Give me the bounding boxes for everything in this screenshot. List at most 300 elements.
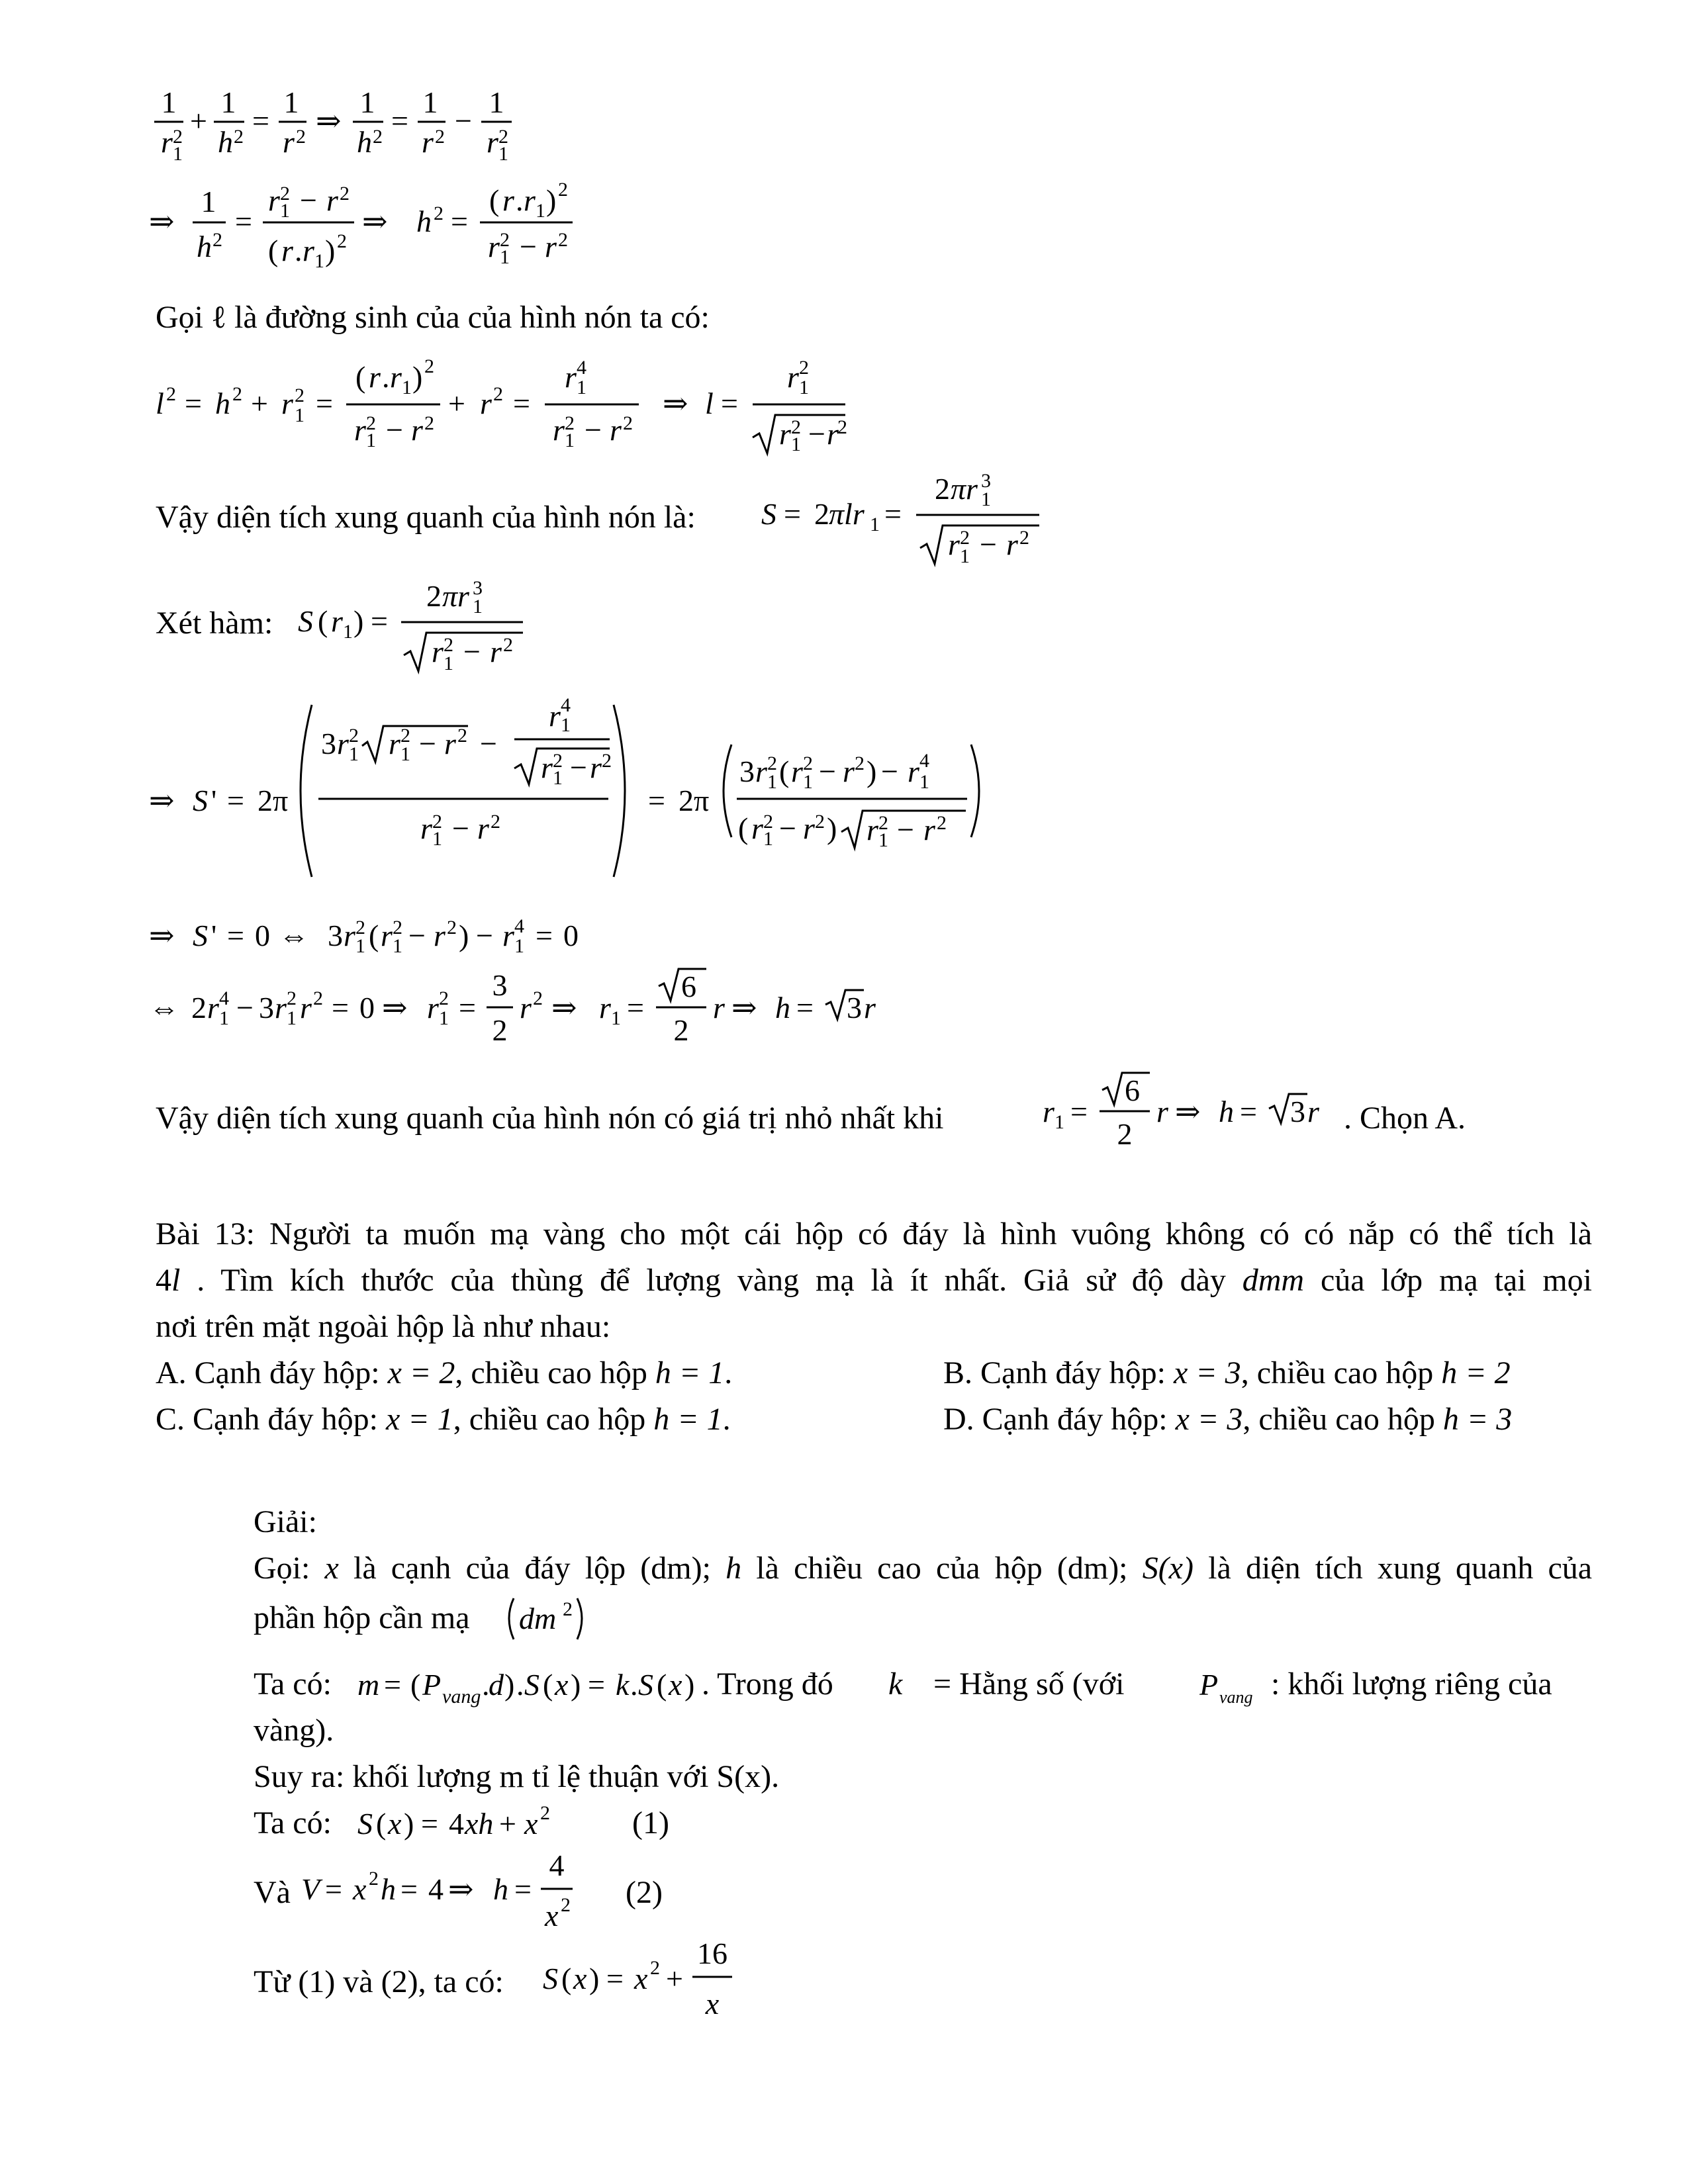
- svg-text:=: =: [796, 991, 814, 1024]
- svg-text:6: 6: [681, 970, 696, 1003]
- svg-text:x: x: [555, 1668, 569, 1702]
- svg-text:2: 2: [799, 357, 809, 379]
- let-var-x: x: [324, 1551, 339, 1586]
- svg-text:4: 4: [219, 987, 229, 1009]
- svg-text:=: =: [316, 387, 333, 420]
- svg-text:−: −: [897, 813, 914, 846]
- svg-text:=: =: [884, 497, 902, 531]
- svg-text:−: −: [455, 104, 472, 138]
- svg-text:1: 1: [553, 767, 563, 789]
- svg-text:−: −: [386, 413, 403, 447]
- svg-text:.: .: [482, 1668, 490, 1702]
- svg-text:S: S: [761, 497, 776, 531]
- svg-text:S: S: [638, 1668, 653, 1702]
- option-b-x: x = 3: [1173, 1355, 1241, 1390]
- svg-text:3: 3: [259, 991, 274, 1024]
- svg-text:1: 1: [799, 377, 809, 398]
- svg-text:1: 1: [577, 377, 586, 398]
- equation-lateral-area: [761, 463, 1059, 576]
- svg-text:2: 2: [837, 416, 847, 438]
- svg-text:−: −: [236, 991, 254, 1024]
- svg-text:r: r: [1006, 527, 1018, 561]
- svg-text:−: −: [808, 417, 825, 451]
- svg-text:): ): [546, 183, 557, 217]
- svg-text:=: =: [227, 784, 244, 817]
- svg-text:2: 2: [855, 752, 865, 774]
- svg-text:+: +: [251, 387, 268, 420]
- svg-text:2: 2: [937, 812, 947, 834]
- svg-text:2: 2: [815, 811, 825, 833]
- svg-text:=: =: [1070, 1095, 1088, 1128]
- let-var-h: h: [726, 1551, 742, 1586]
- svg-text:3: 3: [981, 470, 991, 492]
- svg-text:m: m: [357, 1668, 380, 1702]
- svg-text:r: r: [1156, 1095, 1168, 1128]
- svg-text:2: 2: [313, 987, 323, 1009]
- svg-text:r: r: [864, 991, 876, 1024]
- option-b: [943, 1353, 1511, 1393]
- option-a-h: h = 1: [655, 1355, 725, 1390]
- option-d-h: h = 3: [1442, 1402, 1513, 1437]
- svg-text:−: −: [463, 635, 481, 668]
- svg-text:4: 4: [428, 1872, 444, 1906]
- let-text-1: Gọi:: [254, 1551, 310, 1586]
- svg-text:1: 1: [219, 1007, 229, 1029]
- svg-text:0: 0: [255, 919, 270, 952]
- svg-text:4: 4: [919, 750, 929, 772]
- svg-text:S: S: [524, 1668, 539, 1702]
- svg-text:2: 2: [1019, 527, 1029, 549]
- svg-text:r: r: [791, 754, 803, 788]
- svg-text:P: P: [1199, 1668, 1219, 1702]
- svg-text:1: 1: [287, 1007, 297, 1029]
- svg-text:r: r: [434, 919, 445, 952]
- svg-text:1: 1: [432, 828, 442, 850]
- svg-text:2: 2: [673, 1013, 689, 1047]
- svg-text:2: 2: [340, 183, 350, 205]
- svg-text:0: 0: [359, 991, 375, 1024]
- equation-dm2: [503, 1592, 596, 1645]
- svg-text:6: 6: [1125, 1073, 1140, 1107]
- let-var-S: S(x): [1142, 1551, 1194, 1586]
- svg-text:2: 2: [234, 126, 244, 148]
- svg-text:2: 2: [355, 917, 365, 938]
- svg-text:1: 1: [161, 85, 177, 119]
- svg-text:1: 1: [565, 430, 575, 451]
- option-b-label: B. Cạnh đáy hộp:: [943, 1355, 1166, 1390]
- svg-text:−: −: [779, 811, 796, 845]
- svg-text:−: −: [980, 527, 997, 561]
- svg-text:2: 2: [173, 126, 183, 148]
- svg-text:2: 2: [498, 126, 508, 148]
- svg-text:⇒: ⇒: [149, 205, 175, 238]
- svg-text:=: =: [648, 784, 665, 817]
- svg-text:2: 2: [763, 811, 773, 833]
- solution13-taco-4: : khối lượng riêng của: [1271, 1666, 1552, 1702]
- svg-text:+: +: [666, 1962, 683, 1995]
- svg-text:r: r: [787, 360, 799, 394]
- solution13-taco-2: . Trong đó: [702, 1666, 833, 1702]
- equation-conclusion: [1036, 1062, 1347, 1161]
- svg-text:2: 2: [457, 725, 467, 747]
- svg-text:r: r: [545, 230, 557, 263]
- svg-text:3: 3: [492, 968, 508, 1002]
- svg-text:r: r: [444, 727, 456, 760]
- svg-text:r: r: [713, 991, 725, 1024]
- svg-text:h: h: [218, 125, 233, 159]
- text-conclusion: Vậy diện tích xung quanh của hình nón có giá trị nhỏ nhất khi: [156, 1101, 944, 1136]
- svg-text:=: =: [384, 1668, 401, 1702]
- svg-text:1: 1: [803, 771, 813, 793]
- svg-text:r: r: [326, 183, 338, 217]
- svg-text:−: −: [476, 919, 493, 952]
- svg-text:(: (: [489, 183, 500, 217]
- svg-text:r: r: [281, 387, 293, 420]
- svg-text:1: 1: [473, 596, 483, 617]
- svg-text:r: r: [599, 991, 611, 1024]
- svg-text:(: (: [543, 1668, 553, 1702]
- option-c-x: x = 1: [385, 1402, 453, 1437]
- svg-text:(: (: [410, 1668, 421, 1702]
- svg-text:r: r: [610, 413, 622, 447]
- svg-text:2: 2: [960, 527, 970, 549]
- svg-text:⇔: ⇔: [279, 919, 309, 952]
- svg-text:2: 2: [447, 917, 457, 938]
- solution13-heading: Giải:: [254, 1504, 317, 1539]
- svg-text:=: =: [588, 1668, 605, 1702]
- svg-text:2: 2: [432, 811, 442, 833]
- svg-text:=: =: [400, 1872, 418, 1906]
- label-eq-2: (2): [626, 1875, 663, 1910]
- svg-text:2: 2: [400, 725, 410, 747]
- svg-text:−: −: [881, 754, 898, 788]
- svg-text:1: 1: [400, 743, 410, 765]
- svg-text:2: 2: [767, 752, 777, 774]
- svg-text:r: r: [422, 125, 434, 159]
- svg-text:1: 1: [444, 653, 453, 674]
- svg-text:+: +: [190, 104, 207, 138]
- svg-text:(: (: [318, 604, 328, 638]
- option-c: [156, 1400, 731, 1439]
- svg-text:): ): [827, 811, 837, 845]
- svg-text:): ): [353, 604, 364, 638]
- svg-text:1: 1: [295, 404, 305, 426]
- svg-text:x: x: [573, 1962, 587, 1995]
- svg-text:⇒: ⇒: [551, 991, 577, 1024]
- svg-text:1: 1: [960, 545, 970, 567]
- equation-solve-r1: [149, 966, 943, 1062]
- svg-text:r: r: [300, 991, 312, 1024]
- svg-text:): ): [589, 1962, 600, 1995]
- equation-generatrix: [149, 347, 851, 463]
- equation-S-x-final: [543, 1929, 768, 2028]
- svg-text:r: r: [502, 919, 514, 952]
- option-a-x: x = 2: [387, 1355, 455, 1390]
- svg-text:πlr: πlr: [829, 497, 865, 531]
- svg-text:−: −: [819, 754, 836, 788]
- svg-text:1: 1: [439, 1007, 449, 1029]
- option-c-h: h = 1: [653, 1402, 723, 1437]
- option-c-label: C. Cạnh đáy hộp:: [156, 1402, 378, 1437]
- stem-text: . Tìm kích thước của thùng để lượng vàng mạ là ít nhất. Giả sử độ dày: [197, 1263, 1226, 1298]
- svg-text:1: 1: [366, 430, 376, 451]
- equation-reciprocal-sum: [149, 79, 559, 179]
- svg-text:−: −: [520, 230, 537, 263]
- svg-text:l: l: [156, 387, 164, 420]
- svg-text:h: h: [1219, 1095, 1234, 1128]
- svg-text:r: r: [755, 754, 767, 788]
- svg-text:r: r: [303, 234, 314, 267]
- svg-text:.: .: [382, 360, 390, 394]
- svg-text:2: 2: [533, 987, 543, 1009]
- svg-text:−: −: [480, 727, 497, 760]
- svg-text:1: 1: [349, 743, 359, 765]
- svg-text:2: 2: [565, 412, 575, 434]
- svg-text:r: r: [524, 183, 536, 217]
- svg-text:2: 2: [232, 383, 242, 405]
- svg-text:r: r: [549, 699, 561, 733]
- svg-text:1: 1: [919, 771, 929, 793]
- svg-text:−: −: [419, 727, 436, 760]
- svg-text:+: +: [448, 387, 465, 420]
- svg-text:2: 2: [212, 229, 222, 251]
- svg-text:2: 2: [166, 383, 176, 405]
- svg-text:2: 2: [349, 725, 359, 747]
- svg-text:r: r: [389, 727, 400, 760]
- svg-text:): ): [684, 1668, 695, 1702]
- svg-text:1: 1: [355, 935, 365, 957]
- svg-text:1: 1: [359, 85, 375, 119]
- solution13-gold: vàng).: [254, 1713, 334, 1748]
- svg-text:x: x: [353, 1872, 367, 1906]
- svg-text:): ): [459, 919, 469, 952]
- svg-text:=: =: [235, 205, 252, 238]
- svg-text:r: r: [369, 360, 381, 394]
- svg-text:V: V: [301, 1872, 320, 1906]
- let-text-3: là chiều cao của hộp (dm);: [756, 1551, 1128, 1586]
- svg-text:r: r: [354, 413, 366, 447]
- svg-text:r: r: [843, 754, 855, 788]
- option-c-end: .: [722, 1402, 731, 1437]
- svg-text:2: 2: [366, 412, 376, 434]
- svg-text:−: −: [300, 183, 317, 217]
- svg-text:1: 1: [514, 935, 524, 957]
- option-d-mid: , chiều cao hộp: [1243, 1402, 1435, 1437]
- stem-volume-number: 4: [156, 1263, 171, 1298]
- svg-text:r: r: [590, 751, 602, 784]
- svg-text:2: 2: [191, 991, 207, 1024]
- svg-text:r: r: [420, 811, 432, 845]
- svg-text:h: h: [215, 387, 230, 420]
- text-choose-answer: . Chọn A.: [1344, 1101, 1466, 1136]
- svg-text:2: 2: [424, 412, 434, 434]
- svg-text:1: 1: [343, 621, 353, 643]
- svg-text:r: r: [490, 635, 502, 668]
- svg-text:1: 1: [767, 771, 777, 793]
- svg-text:=: =: [332, 991, 349, 1024]
- solution13-proportional: Suy ra: khối lượng m tỉ lệ thuận với S(x).: [254, 1759, 780, 1794]
- svg-text:r: r: [207, 991, 219, 1024]
- svg-text:): ): [504, 1668, 515, 1702]
- svg-text:x: x: [634, 1962, 648, 1995]
- svg-text:S: S: [193, 919, 208, 952]
- svg-text:=: =: [371, 604, 388, 638]
- svg-text:2: 2: [295, 385, 305, 406]
- svg-text:vang: vang: [1219, 1688, 1253, 1707]
- svg-text:2: 2: [426, 579, 442, 613]
- svg-text:1: 1: [878, 829, 888, 851]
- svg-text:): ): [571, 1668, 581, 1702]
- equation-derivative: [149, 685, 1009, 903]
- svg-text:⇒: ⇒: [149, 919, 175, 952]
- option-c-mid: , chiều cao hộp: [453, 1402, 646, 1437]
- svg-text:dm: dm: [519, 1602, 557, 1635]
- svg-text:1: 1: [283, 85, 299, 119]
- svg-text:1: 1: [791, 433, 801, 455]
- svg-text:x: x: [705, 1987, 720, 2021]
- solution13-let-line: [254, 1549, 1592, 1588]
- svg-text:2: 2: [280, 183, 290, 205]
- svg-text:2: 2: [500, 229, 510, 251]
- svg-text:⇒: ⇒: [448, 1872, 474, 1906]
- svg-text:−: −: [570, 751, 587, 784]
- svg-text:+: +: [499, 1807, 516, 1841]
- svg-text:2: 2: [878, 812, 888, 834]
- svg-text:S: S: [298, 604, 313, 638]
- stem-volume-unit: l: [171, 1263, 181, 1298]
- svg-text:2: 2: [296, 126, 306, 148]
- svg-text:3: 3: [473, 577, 483, 599]
- svg-text:.: .: [516, 1668, 524, 1702]
- svg-text:r: r: [275, 991, 287, 1024]
- svg-text:(: (: [369, 919, 379, 952]
- label-eq-1: (1): [632, 1805, 669, 1841]
- equation-h-squared: [149, 179, 626, 285]
- svg-text:=: =: [252, 104, 269, 138]
- svg-text:2: 2: [434, 203, 444, 224]
- svg-text:1: 1: [536, 200, 545, 222]
- svg-text:l: l: [705, 387, 714, 420]
- svg-text:2: 2: [373, 126, 383, 148]
- svg-text:⇔: ⇔: [149, 991, 179, 1024]
- svg-text:r: r: [331, 604, 343, 638]
- option-d-label: D. Cạnh đáy hộp:: [943, 1402, 1168, 1437]
- solution13-from-1-2: Từ (1) và (2), ta có:: [254, 1964, 504, 1999]
- svg-text:4: 4: [449, 1807, 464, 1841]
- svg-text:2: 2: [563, 1598, 573, 1620]
- svg-text:3: 3: [321, 727, 336, 760]
- svg-text:(: (: [376, 1807, 387, 1841]
- svg-text:2: 2: [553, 750, 563, 772]
- solution13-taco-area: Ta có:: [254, 1805, 332, 1841]
- svg-text:⇒: ⇒: [149, 784, 175, 817]
- svg-text:2: 2: [424, 355, 434, 377]
- svg-text:−: −: [585, 413, 602, 447]
- stem-text-end: của lớp mạ tại mọi: [1320, 1263, 1592, 1298]
- equation-critical-point: [149, 910, 612, 963]
- svg-text:x: x: [669, 1668, 682, 1702]
- let-text-4: là diện tích xung quanh của: [1208, 1551, 1593, 1586]
- svg-text:r: r: [161, 125, 173, 159]
- svg-text:=: =: [536, 919, 553, 952]
- svg-text:=: =: [325, 1872, 342, 1906]
- svg-text:0: 0: [563, 919, 579, 952]
- svg-text:=: =: [459, 991, 476, 1024]
- svg-text:⇒: ⇒: [382, 991, 408, 1024]
- svg-text:1: 1: [498, 143, 508, 165]
- svg-text:=: =: [185, 387, 202, 420]
- svg-text:r: r: [751, 811, 763, 845]
- svg-text:1: 1: [489, 85, 504, 119]
- svg-text:': ': [211, 919, 217, 952]
- equation-p-vang: [1199, 1651, 1279, 1711]
- svg-text:2: 2: [337, 230, 347, 252]
- svg-text:h: h: [416, 205, 432, 238]
- svg-text:r: r: [480, 387, 492, 420]
- svg-text:vang: vang: [442, 1686, 481, 1707]
- svg-text:): ): [404, 1807, 414, 1841]
- svg-text:2: 2: [935, 472, 950, 506]
- svg-text:1: 1: [1055, 1111, 1064, 1133]
- svg-text:2: 2: [623, 412, 633, 434]
- svg-text:2: 2: [491, 811, 500, 833]
- svg-text:=: =: [721, 387, 738, 420]
- option-a-label: A. Cạnh đáy hộp:: [156, 1355, 380, 1390]
- solution13-taco-1: Ta có:: [254, 1666, 332, 1702]
- svg-text:3: 3: [1290, 1095, 1305, 1128]
- svg-text:16: 16: [697, 1936, 727, 1970]
- svg-text:1: 1: [314, 250, 324, 272]
- svg-text:h: h: [197, 230, 212, 263]
- problem13-stem-line1: Bài 13: Người ta muốn mạ vàng cho một cái hộp có đáy là hình vuông không có có nắp có thể tích là: [156, 1216, 1592, 1251]
- svg-text:': ': [211, 784, 217, 817]
- svg-text:r: r: [268, 183, 280, 217]
- svg-text:r: r: [565, 360, 577, 394]
- svg-text:2: 2: [369, 1868, 379, 1889]
- svg-text:d: d: [489, 1668, 504, 1702]
- svg-text:): ): [325, 234, 336, 267]
- solution13-and: Và: [254, 1875, 291, 1910]
- svg-text:): ): [867, 754, 877, 788]
- svg-text:S: S: [543, 1962, 558, 1995]
- svg-text:r: r: [553, 413, 565, 447]
- svg-text:.: .: [295, 234, 303, 267]
- svg-text:r: r: [827, 417, 839, 451]
- svg-text:2: 2: [558, 229, 568, 251]
- svg-text:r: r: [281, 234, 293, 267]
- svg-text:−: −: [408, 919, 426, 952]
- svg-text:4: 4: [577, 357, 586, 379]
- svg-text:⇒: ⇒: [316, 104, 342, 138]
- svg-text:−: −: [452, 811, 469, 845]
- svg-text:2: 2: [602, 750, 612, 772]
- let-text-2: là cạnh của đáy lộp (dm);: [353, 1551, 711, 1586]
- svg-text:xh: xh: [465, 1807, 494, 1841]
- svg-text:h: h: [357, 125, 372, 159]
- svg-text:=: =: [627, 991, 644, 1024]
- option-d-x: x = 3: [1175, 1402, 1243, 1437]
- svg-text:(: (: [657, 1668, 667, 1702]
- svg-text:r: r: [427, 991, 439, 1024]
- svg-text:=: =: [451, 205, 468, 238]
- svg-text:1: 1: [280, 200, 290, 222]
- svg-text:2: 2: [540, 1802, 550, 1824]
- text-generatrix: Gọi ℓ là đường sinh của của hình nón ta có:: [156, 300, 710, 335]
- svg-text:4: 4: [514, 915, 524, 937]
- svg-text:r: r: [541, 751, 553, 784]
- svg-text:r: r: [411, 413, 423, 447]
- svg-text:4: 4: [549, 1848, 565, 1882]
